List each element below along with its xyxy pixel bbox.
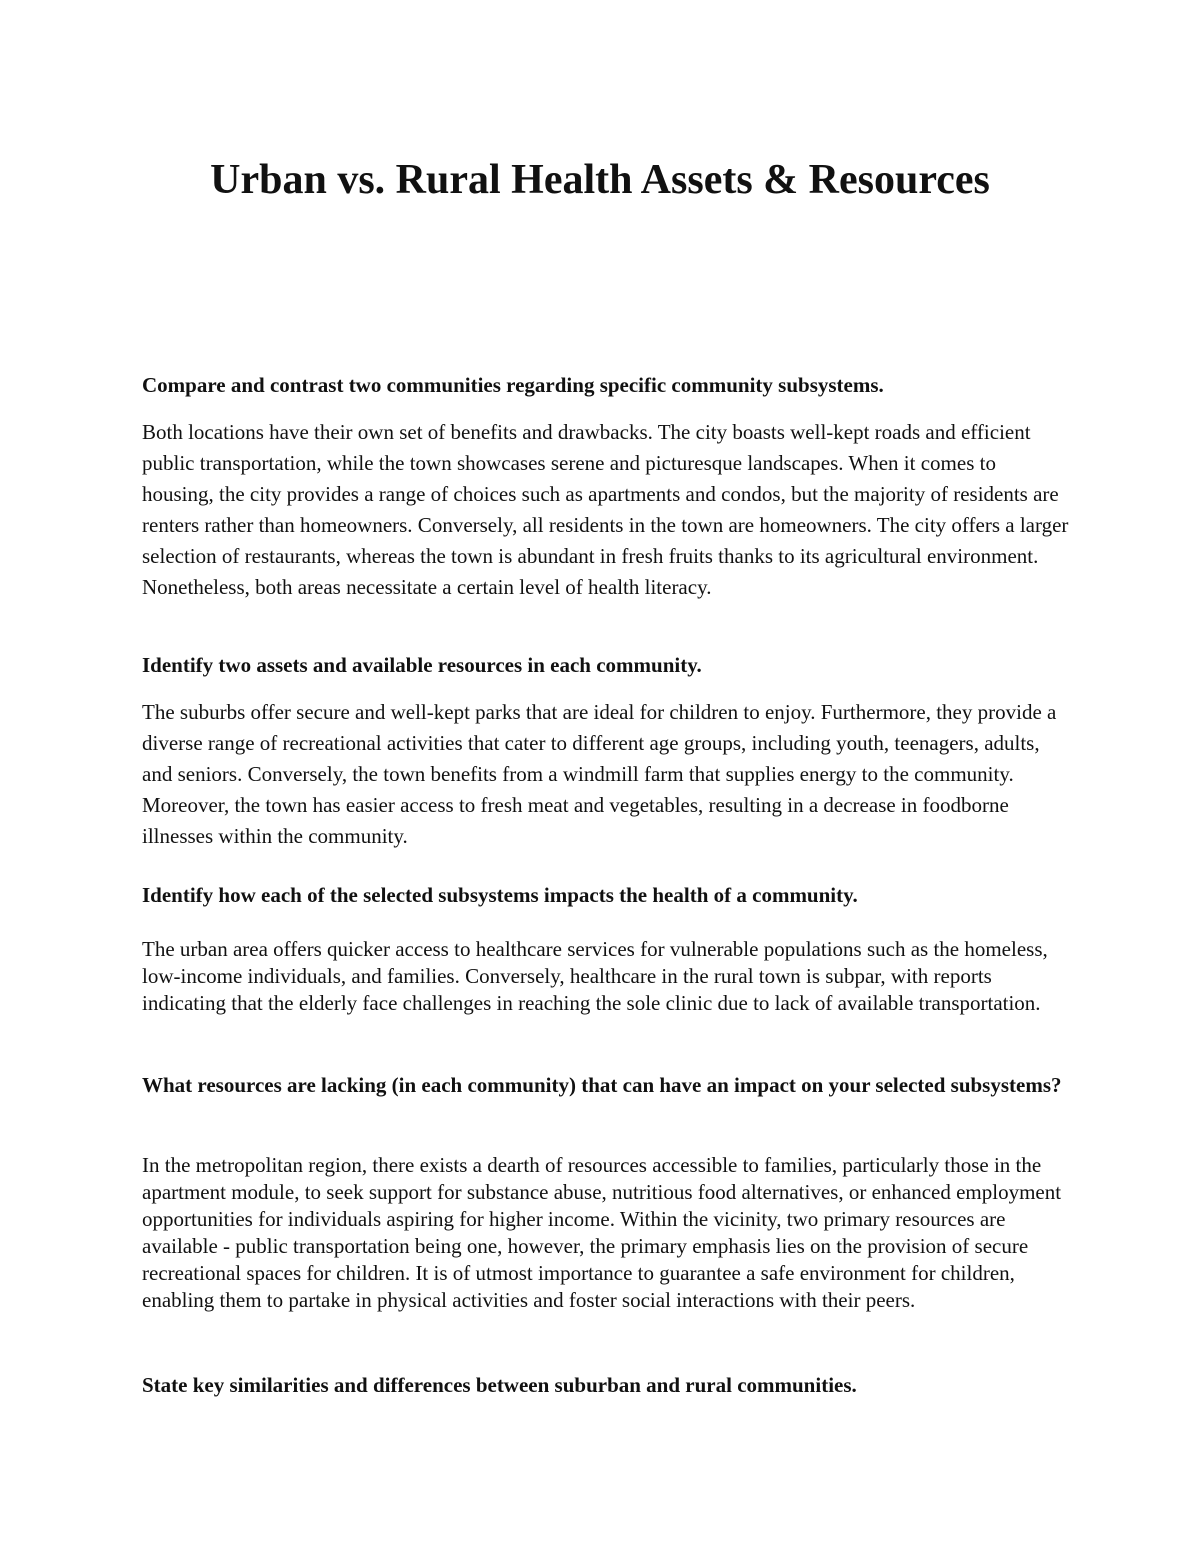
section-4-body: In the metropolitan region, there exists a dearth of resources accessible to families, particularly those in the apartment module, to seek support for substance abuse, nutritious food alternatives, or enhanced employment opportunities for individuals aspiring for higher income. Within the vicinity, two primary resources are available - public transportation being one, however, the primary emphasis lies on the provision of secure recreational spaces for children. It is of utmost importance to guarantee a safe environment for children, enabling them to partake in physical activities and foster social interactions with their peers. xyxy=(142,1153,1062,1312)
section-2-body: The suburbs offer secure and well-kept parks that are ideal for children to enjoy. Furthermore, they provide a diverse range of recreational activities that cater to different age groups, including youth, teenagers, adults, and seniors. Conversely, the town benefits from a windmill farm that supplies energy to the community. Moreover, the town has easier access to fresh meat and vegetables, resulting in a decrease in foodborne illnesses within the community. xyxy=(142,700,1057,848)
section-4-heading: What resources are lacking (in each community) that can have an impact on your selected subsystems? xyxy=(142,1073,1062,1097)
section-2-heading: Identify two assets and available resources in each community. xyxy=(142,653,702,677)
section-3-body: The urban area offers quicker access to healthcare services for vulnerable populations such as the homeless, low-income individuals, and families. Conversely, healthcare in the rural town is subpar, with reports indicating that the elderly face challenges in reaching the sole clinic due to lack of available transportation. xyxy=(142,937,1048,1015)
section-3-heading: Identify how each of the selected subsystems impacts the health of a community. xyxy=(142,883,858,907)
section-5-heading: State key similarities and differences between suburban and rural communities. xyxy=(142,1373,857,1397)
document-title: Urban vs. Rural Health Assets & Resources xyxy=(210,157,990,203)
section-1-heading: Compare and contrast two communities regarding specific community subsystems. xyxy=(142,373,884,397)
section-1-body: Both locations have their own set of benefits and drawbacks. The city boasts well-kept roads and efficient public transportation, while the town showcases serene and picturesque landscapes. When it comes to housing, the city provides a range of choices such as apartments and condos, but the majority of residents are renters rather than homeowners. Conversely, all residents in the town are homeowners. The city offers a larger selection of restaurants, whereas the town is abundant in fresh fruits thanks to its agricultural environment. Nonetheless, both areas necessitate a certain level of health literacy. xyxy=(142,420,1069,599)
